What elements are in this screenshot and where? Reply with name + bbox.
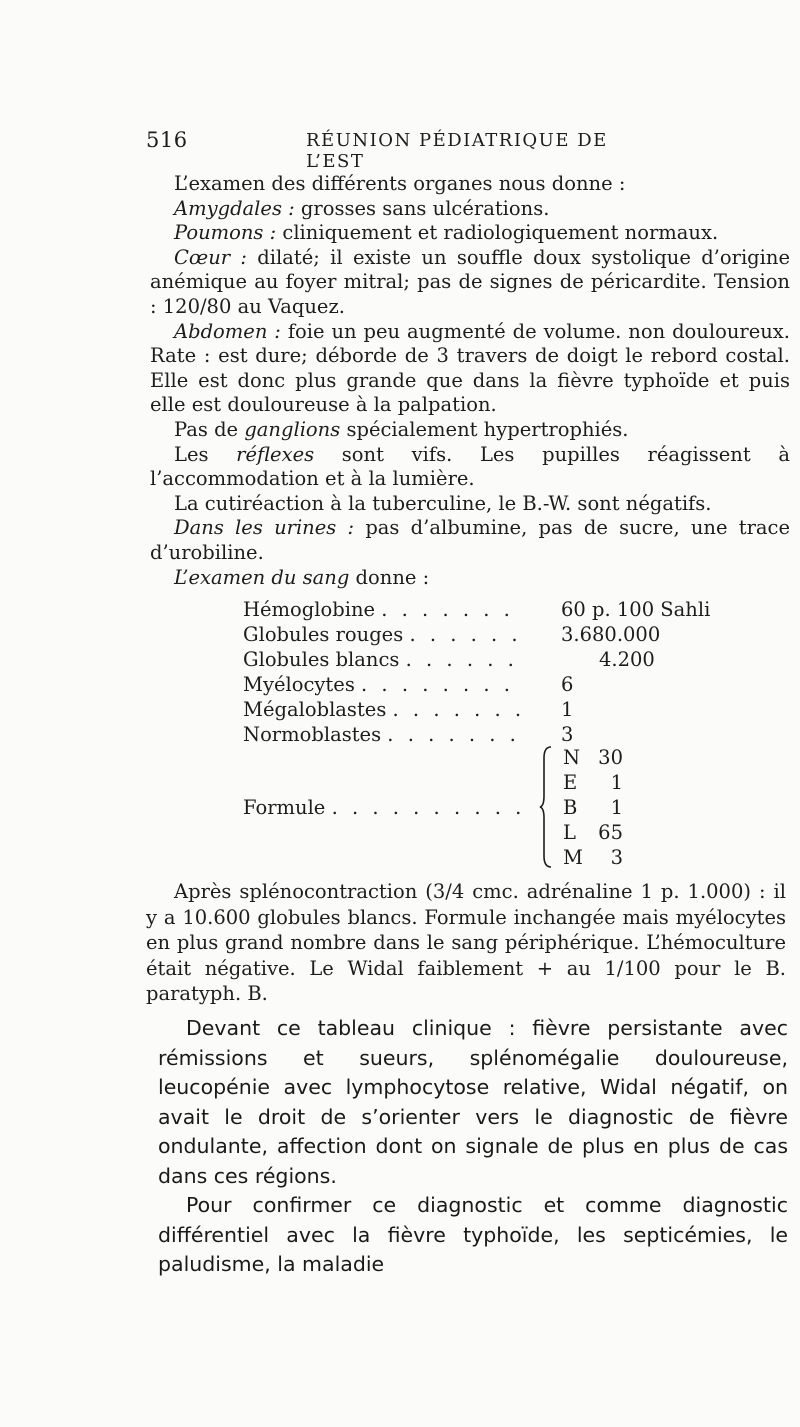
exam-intro: L’examen des différents organes nous donne :	[174, 172, 626, 195]
exam-poumons	[150, 221, 790, 246]
splenocontraction-paragraph: Après splénocontraction (3/4 cmc. adrénaline 1 p. 1.000) : il y a 10.600 globules blancs. Formule inchangée mais myélocytes en plus grand nombre dans le sang périphérique. L’hémoculture était négative. Le Widal faiblement + au 1/100 pour le B. paratyph. B.	[146, 880, 786, 1005]
table-row	[243, 698, 743, 722]
leader-dots: . . . . . .	[405, 648, 518, 671]
formule-letter: B	[563, 796, 578, 819]
diagnosis-paragraph: Devant ce tableau clinique : fièvre persistante avec rémissions et sueurs, splénomégalie douloureuse, leucopénie avec lymphocytose relative, Widal négatif, on avait le droit de s’orienter vers le diagnostic de fièvre ondulante, affection dont on signale de plus en plus de cas dans ces régions.	[158, 1016, 788, 1188]
row-value: 1	[561, 698, 574, 721]
label-text: Normoblastes	[243, 723, 382, 746]
reflexes-pre: Les	[174, 442, 237, 466]
row-label	[243, 648, 518, 671]
ganglions-label: ganglions	[244, 417, 341, 441]
table-row	[243, 673, 743, 697]
formule-letter: N	[563, 746, 581, 769]
formule-row	[243, 796, 743, 820]
table-row	[243, 723, 743, 747]
formule-value: 65	[598, 821, 623, 844]
row-label	[243, 598, 514, 621]
ganglions-text: spécialement hypertrophiés.	[340, 417, 629, 441]
amygdales-text: grosses sans ulcérations.	[294, 196, 550, 220]
reflexes-label: réflexes	[236, 442, 315, 466]
leader-dots: . . . . . . . . . .	[331, 796, 526, 819]
row-label	[243, 723, 520, 746]
formule-item	[563, 821, 623, 845]
reflexes-text: sont vifs. Les pupilles réagissent à l’accommodation et à la lumière.	[150, 442, 790, 491]
curly-brace-icon	[539, 746, 553, 868]
exam-coeur	[150, 246, 790, 320]
formule-letter: L	[563, 821, 576, 844]
amygdales-label: Amygdales :	[174, 196, 295, 220]
formule-value: 30	[598, 746, 623, 769]
formule-value: 3	[610, 846, 623, 869]
after-table-section	[146, 879, 786, 1007]
formule-item	[563, 796, 623, 820]
exam-urines	[150, 516, 790, 565]
formule-letter: E	[563, 771, 578, 794]
row-value: 3	[561, 723, 574, 746]
page-number: 516	[146, 128, 188, 152]
leader-dots: . . . . . .	[409, 623, 522, 646]
poumons-label: Poumons :	[174, 221, 277, 245]
row-value: 6	[561, 673, 574, 696]
exam-section	[150, 172, 790, 590]
leader-dots: . . . . . . . .	[361, 673, 515, 696]
row-label	[243, 698, 525, 721]
sang-label: L’examen du sang	[174, 565, 350, 589]
formule-value: 1	[610, 796, 623, 819]
table-row	[243, 623, 743, 647]
sang-text: donne :	[349, 565, 430, 589]
formule-label	[243, 796, 525, 819]
leader-dots: . . . . . . .	[387, 723, 520, 746]
urines-text: pas d’albumine, pas de sucre, une trace d’urobiline.	[150, 516, 791, 564]
urines-label: Dans les urines :	[174, 516, 355, 540]
abdomen-text: foie un peu augmenté de volume. non douloureux. Rate : est dure; déborde de 3 travers de doigt le rebord costal. Elle est donc plus grande que dans la fièvre typhoïde et puis elle est douloureuse à la palpation.	[150, 319, 791, 417]
leader-dots: . . . . . . .	[392, 698, 526, 721]
label-text: Formule	[243, 796, 326, 819]
label-text: Myélocytes	[243, 673, 355, 696]
leader-dots: . . . . . . .	[381, 598, 514, 621]
coeur-label: Cœur :	[174, 245, 247, 269]
formule-item	[563, 746, 623, 770]
row-label	[243, 673, 514, 696]
formule-item	[563, 846, 623, 870]
table-row	[243, 648, 743, 672]
exam-abdomen	[150, 320, 790, 418]
formule-value: 1	[610, 771, 623, 794]
label-text: Hémoglobine	[243, 598, 376, 621]
poumons-text: cliniquement et radiologiquement normaux.	[276, 221, 719, 245]
exam-sang	[150, 566, 790, 591]
label-text: Globules rouges	[243, 623, 404, 646]
label-text: Globules blancs	[243, 648, 400, 671]
abdomen-label: Abdomen :	[174, 319, 281, 343]
coeur-text: dilaté; il existe un souffle doux systolique d’origine anémique au foyer mitral; pas de signes de péricardite. Tension : 120/80 au Vaquez.	[150, 245, 790, 318]
running-title: RÉUNION PÉDIATRIQUE DE L’EST	[306, 130, 608, 172]
exam-cutireaction: La cutiréaction à la tuberculine, le B.-W. sont négatifs.	[174, 491, 712, 515]
row-value: 4.200	[599, 648, 655, 671]
row-value: 60 p. 100 Sahli	[561, 598, 711, 621]
ganglions-pre: Pas de	[174, 417, 245, 441]
confirmation-paragraph: Pour confirmer ce diagnostic et comme diagnostic différentiel avec la fièvre typhoïde, les septicémies, le paludisme, la maladie	[158, 1193, 788, 1276]
exam-ganglions	[150, 418, 790, 443]
diagnosis-section	[158, 1014, 788, 1280]
row-value: 3.680.000	[561, 623, 661, 646]
formule-item	[563, 771, 623, 795]
row-label	[243, 623, 522, 646]
exam-amygdales	[150, 197, 790, 222]
table-row	[243, 598, 743, 622]
exam-reflexes	[150, 443, 790, 492]
formule-letter: M	[563, 846, 583, 869]
label-text: Mégaloblastes	[243, 698, 387, 721]
